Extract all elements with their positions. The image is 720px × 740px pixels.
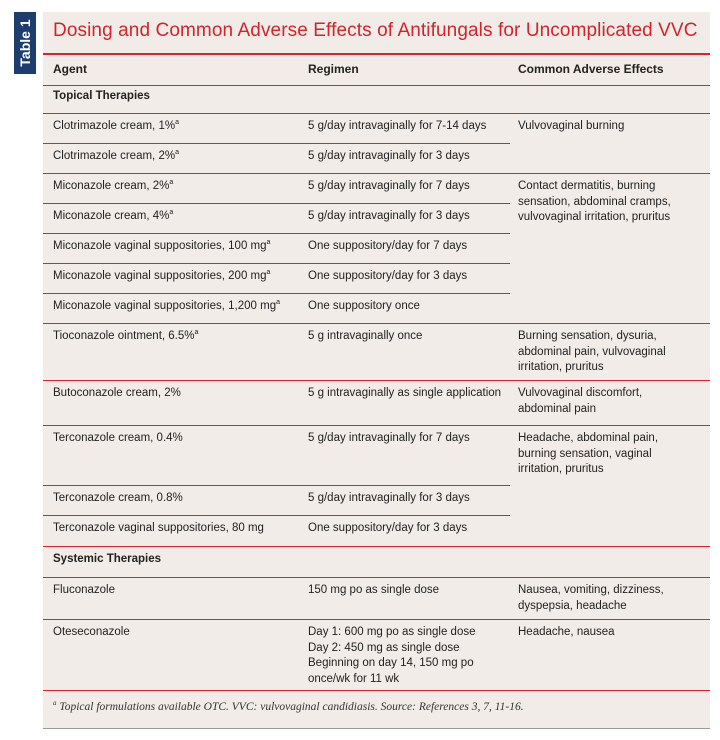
row-divider: [43, 293, 510, 294]
table-label: Table 1: [17, 19, 33, 67]
regimen-cell: 5 g intravaginally as single application: [308, 387, 502, 399]
agent-cell: Tioconazole ointment, 6.5%$^a$: [53, 329, 199, 342]
agent-cell: Terconazole cream, 0.4%: [53, 432, 183, 444]
effects-cell: Headache, nausea: [518, 626, 615, 638]
regimen-cell: 5 g/day intravaginally for 3 days: [308, 492, 470, 504]
agent-cell: Clotrimazole cream, 2%$^a$: [53, 149, 179, 162]
agent-cell: Miconazole vaginal suppositories, 200 $mg^a$: [53, 269, 271, 282]
row-divider: [43, 485, 510, 486]
row-divider: [43, 143, 510, 144]
row-divider: [43, 113, 710, 114]
section-label: Topical Therapies: [53, 90, 150, 102]
agent-cell: Clotrimazole cream, 1%$^a$: [53, 119, 179, 132]
effects-cell: Contact dermatitis, burning sensation, abdominal cramps, vulvovaginal irritation, pruritus: [518, 180, 671, 223]
regimen-cell: One suppository/day for 3 days: [308, 522, 468, 534]
effects-cell: Vulvovaginal burning: [518, 120, 625, 132]
regimen-cell: One suppository/day for 7 days: [308, 240, 468, 252]
header-agent: Agent: [53, 62, 87, 76]
header-regimen: Regimen: [308, 62, 359, 76]
effects-cell: Burning sensation, dysuria, abdominal pain, vulvovaginal irritation, pruritus: [518, 330, 666, 373]
row-divider: [43, 380, 710, 381]
row-divider: [43, 577, 710, 578]
row-divider: [43, 546, 710, 547]
row-divider: [43, 425, 710, 426]
section-label: Systemic Therapies: [53, 553, 162, 565]
regimen-cell: 5 g intravaginally once: [308, 330, 423, 342]
row-divider: [43, 323, 710, 324]
footnote-mark: a: [53, 699, 57, 708]
effects-cell: Headache, abdominal pain, burning sensation, vaginal irritation, pruritus: [518, 432, 659, 475]
header-adverse-effects: Common Adverse Effects: [518, 62, 664, 76]
agent-cell: Miconazole cream, 4%$^a$: [53, 209, 174, 222]
agent-cell: Fluconazole: [53, 584, 116, 596]
table-header: [43, 53, 710, 86]
table-panel: [43, 12, 710, 729]
agent-cell: Oteseconazole: [53, 626, 130, 638]
regimen-cell: 5 g/day intravaginally for 3 days: [308, 210, 470, 222]
regimen-cell: Day 1: 600 mg po as single dose Day 2: 450 mg as single dose Beginning on day 14, 150 mg po once/wk for 11 wk: [308, 626, 476, 685]
footnote-text: Topical formulations available OTC. VVC: vulvovaginal candidiasis. Source: References 3, 7, 11-16.: [59, 701, 524, 713]
row-divider: [43, 263, 510, 264]
row-divider: [43, 690, 710, 691]
agent-cell: Terconazole cream, 0.8%: [53, 492, 183, 504]
row-divider: [43, 515, 510, 516]
effects-cell: Nausea, vomiting, dizziness, dyspepsia, headache: [518, 584, 664, 612]
agent-cell: Miconazole vaginal suppositories, 1,200 $mg^a$: [53, 299, 281, 312]
regimen-cell: One suppository/day for 3 days: [308, 270, 468, 282]
regimen-cell: 5 g/day intravaginally for 7-14 days: [308, 120, 487, 132]
row-divider: [43, 173, 710, 174]
regimen-cell: 5 g/day intravaginally for 3 days: [308, 150, 470, 162]
table-title: Dosing and Common Adverse Effects of Antifungals for Uncomplicated VVC: [53, 20, 698, 41]
regimen-cell: One suppository once: [308, 300, 420, 312]
agent-cell: Miconazole vaginal suppositories, 100 $mg^a$: [53, 239, 271, 252]
row-divider: [43, 619, 710, 620]
agent-cell: Terconazole vaginal suppositories, 80 mg: [53, 522, 264, 534]
regimen-cell: 150 mg po as single dose: [308, 584, 440, 596]
regimen-cell: 5 g/day intravaginally for 7 days: [308, 180, 470, 192]
regimen-cell: 5 g/day intravaginally for 7 days: [308, 432, 470, 444]
effects-cell: Vulvovaginal discomfort, abdominal pain: [518, 387, 643, 415]
agent-cell: Miconazole cream, 2%$^a$: [53, 179, 174, 192]
agent-cell: Butoconazole cream, 2%: [53, 387, 181, 399]
table-label-tab: [14, 12, 36, 74]
row-divider: [43, 233, 510, 234]
row-divider: [43, 203, 510, 204]
table-footnote: [53, 701, 524, 713]
